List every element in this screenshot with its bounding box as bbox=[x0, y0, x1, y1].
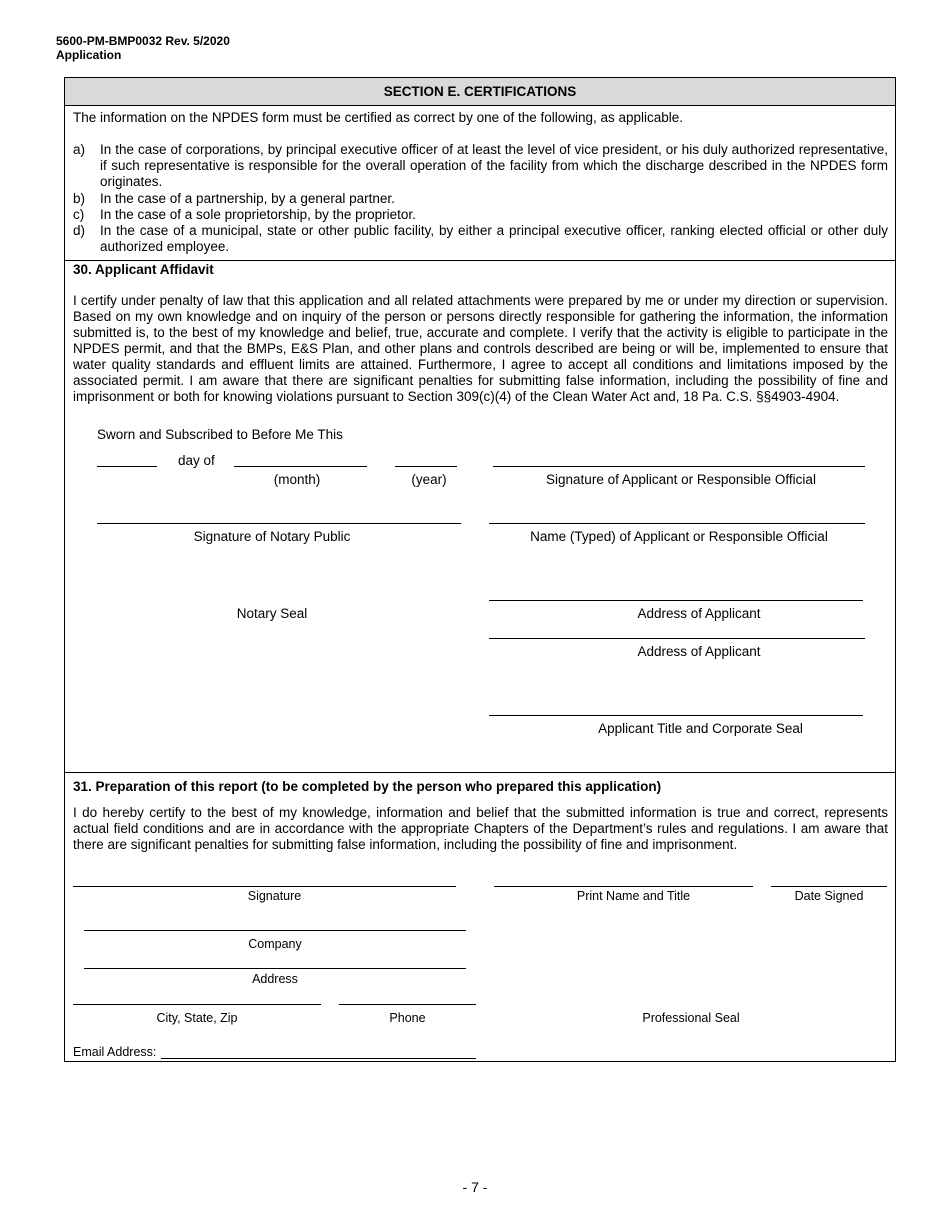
year-label: (year) bbox=[411, 472, 447, 487]
day-line[interactable] bbox=[97, 466, 157, 467]
list-marker: c) bbox=[73, 207, 85, 222]
title-seal-label: Applicant Title and Corporate Seal bbox=[598, 721, 803, 736]
phone-label: Phone bbox=[389, 1011, 426, 1025]
address-label: Address bbox=[252, 972, 298, 986]
day-of-text: day of bbox=[178, 453, 215, 468]
address-line-2[interactable] bbox=[489, 638, 865, 639]
list-text: In the case of a municipal, state or other public facility, by either a principal executive officer, ranking elected official or other duly authorized employee. bbox=[100, 223, 888, 254]
list-marker: b) bbox=[73, 191, 86, 206]
month-line[interactable] bbox=[234, 466, 367, 467]
list-item bbox=[73, 191, 888, 207]
preparer-signature-line[interactable] bbox=[73, 886, 456, 887]
notary-signature-line[interactable] bbox=[97, 523, 461, 524]
preparation-body: I do hereby certify to the best of my knowledge, information and belief that the submitted information is true and correct, represents actual field conditions and are in accordance with the appropriate Chapters of the Department’s rules and regulations. I am aware that there are significant penalties for submitting false information, including the possibility of fine and imprisonment. bbox=[73, 805, 888, 852]
print-name-label: Print Name and Title bbox=[576, 889, 691, 903]
print-name-line[interactable] bbox=[494, 886, 753, 887]
year-line[interactable] bbox=[395, 466, 457, 467]
list-item bbox=[73, 207, 888, 223]
name-typed-label: Name (Typed) of Applicant or Responsible Official bbox=[530, 529, 828, 544]
list-item bbox=[73, 223, 888, 255]
list-marker: d) bbox=[73, 223, 86, 238]
address-label-1: Address of Applicant bbox=[637, 606, 761, 621]
email-line[interactable] bbox=[161, 1058, 476, 1059]
title-seal-line[interactable] bbox=[489, 715, 863, 716]
form-id: 5600-PM-BMP0032 Rev. 5/2020 bbox=[56, 34, 230, 48]
email-label: Email Address: bbox=[73, 1045, 157, 1059]
divider bbox=[65, 772, 895, 773]
notary-seal-label: Notary Seal bbox=[236, 606, 308, 621]
form-type: Application bbox=[56, 48, 122, 62]
affidavit-title: 30. Applicant Affidavit bbox=[73, 262, 214, 277]
city-label: City, State, Zip bbox=[156, 1011, 238, 1025]
divider bbox=[65, 260, 895, 261]
address-label-2: Address of Applicant bbox=[637, 644, 761, 659]
address-line[interactable] bbox=[84, 968, 466, 969]
list-marker: a) bbox=[73, 142, 86, 157]
name-typed-line[interactable] bbox=[489, 523, 865, 524]
list-text: In the case of a sole proprietorship, by the proprietor. bbox=[100, 207, 416, 222]
applicant-signature-line[interactable] bbox=[493, 466, 865, 467]
date-signed-line[interactable] bbox=[771, 886, 887, 887]
date-signed-label: Date Signed bbox=[794, 889, 864, 903]
preparation-title: 31. Preparation of this report (to be completed by the person who prepared this application) bbox=[73, 779, 662, 794]
company-label: Company bbox=[248, 937, 302, 951]
sworn-text: Sworn and Subscribed to Before Me This bbox=[97, 427, 343, 442]
signature-label: Signature bbox=[247, 889, 302, 903]
list-text: In the case of a partnership, by a general partner. bbox=[100, 191, 395, 206]
list-text: In the case of corporations, by principal executive officer of at least the level of vice president, or his duly authorized representative, if such representative is responsible for the overall operation of the facility from which the discharge described in the NPDES form originates. bbox=[100, 142, 888, 189]
address-line-1[interactable] bbox=[489, 600, 863, 601]
page-number: - 7 - bbox=[462, 1179, 488, 1195]
company-line[interactable] bbox=[84, 930, 466, 931]
month-label: (month) bbox=[273, 472, 321, 487]
affidavit-body: I certify under penalty of law that this application and all related attachments were prepared by me or under my direction or supervision. Based on my own knowledge and on inquiry of the person or persons directly responsible for gathering the information, the information submitted is, to the best of my knowledge and belief, true, accurate and complete. I verify that the activity is eligible to participate in the NPDES permit, and that the BMPs, E&S Plan, and other plans and controls described are being or will be, implemented to ensure that water quality standards and effluent limits are attained. Furthermore, I agree to accept all conditions and limitations imposed by the associated permit. I am aware that there are significant penalties for submitting false information, including the possibility of fine and imprisonment or both for knowing violations pursuant to Section 309(c)(4) of the Clean Water Act and, 18 Pa. C.S. §§4903-4904. bbox=[73, 293, 888, 404]
applicant-signature-label: Signature of Applicant or Responsible Official bbox=[546, 472, 816, 487]
city-line[interactable] bbox=[73, 1004, 321, 1005]
section-title: SECTION E. CERTIFICATIONS bbox=[65, 78, 895, 106]
phone-line[interactable] bbox=[339, 1004, 476, 1005]
notary-signature-label: Signature of Notary Public bbox=[193, 529, 351, 544]
section-intro: The information on the NPDES form must be certified as correct by one of the following, as applicable. bbox=[73, 110, 684, 125]
professional-seal-label: Professional Seal bbox=[642, 1011, 740, 1025]
list-item bbox=[73, 142, 888, 190]
